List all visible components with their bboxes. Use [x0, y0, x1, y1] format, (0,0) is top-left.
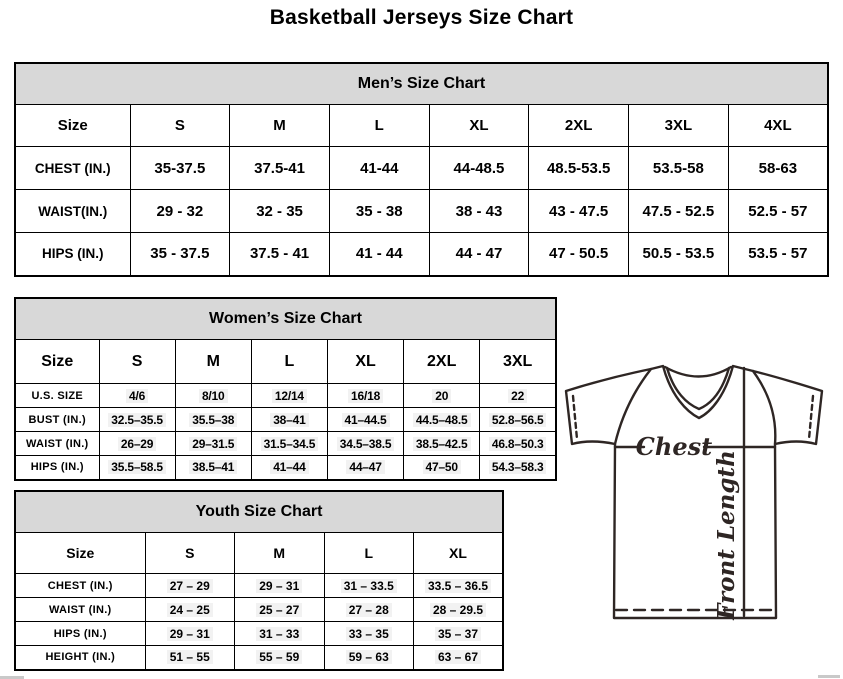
measurement-value-cell: 35 - 38 [329, 190, 429, 233]
measurement-value-cell: 38.5–42.5 [404, 432, 480, 456]
front-length-label: Front Length [713, 450, 740, 620]
size-column-header: L [251, 340, 327, 384]
jersey-measurement-diagram [563, 360, 843, 672]
measurement-value-cell: 35 - 37.5 [130, 233, 230, 276]
measurement-value-cell: 33.5 – 36.5 [414, 574, 504, 598]
measurement-row-label: WAIST (IN.) [15, 598, 145, 622]
womens-chart-title: Women’s Size Chart [15, 298, 556, 340]
measurement-value-cell: 53.5-58 [629, 147, 729, 190]
measurement-value-cell: 22 [480, 384, 556, 408]
measurement-value-cell: 26–29 [99, 432, 175, 456]
measurement-row [15, 622, 503, 646]
jersey-body-outline [566, 366, 822, 618]
measurement-value-cell: 43 - 47.5 [529, 190, 629, 233]
size-column-header: S [145, 533, 235, 574]
size-column-header: M [235, 533, 325, 574]
measurement-value-cell: 31 – 33 [235, 622, 325, 646]
measurement-value-cell: 35.5–38 [175, 408, 251, 432]
size-column-header: L [329, 105, 429, 147]
measurement-value-cell: 44.5–48.5 [404, 408, 480, 432]
mens-chart-title: Men’s Size Chart [15, 63, 828, 105]
page-title: Basketball Jerseys Size Chart [269, 6, 574, 29]
jersey-neckline [665, 367, 731, 377]
measurement-value-cell: 44–47 [327, 456, 403, 480]
youth-chart-title: Youth Size Chart [15, 491, 503, 533]
measurement-value-cell: 12/14 [251, 384, 327, 408]
measurement-value-cell: 41–44.5 [327, 408, 403, 432]
measurement-value-cell: 48.5-53.5 [529, 147, 629, 190]
jersey-right-cuff-stitch [809, 396, 813, 439]
measurement-value-cell: 47.5 - 52.5 [629, 190, 729, 233]
size-column-header: S [99, 340, 175, 384]
size-column-header: XL [429, 105, 529, 147]
size-column-header: M [175, 340, 251, 384]
measurement-value-cell: 31 – 33.5 [324, 574, 414, 598]
measurement-value-cell: 38.5–41 [175, 456, 251, 480]
measurement-value-cell: 41–44 [251, 456, 327, 480]
measurement-value-cell: 52.5 - 57 [728, 190, 828, 233]
mens-size-chart-table [14, 62, 829, 277]
size-column-header: 3XL [629, 105, 729, 147]
measurement-value-cell: 51 – 55 [145, 646, 235, 670]
youth-size-chart-table [14, 490, 504, 671]
measurement-row-label: HIPS (IN.) [15, 456, 99, 480]
measurement-value-cell: 34.5–38.5 [327, 432, 403, 456]
measurement-value-cell: 29 – 31 [235, 574, 325, 598]
measurement-row [15, 432, 556, 456]
measurement-value-cell: 53.5 - 57 [728, 233, 828, 276]
measurement-value-cell: 35 – 37 [414, 622, 504, 646]
table-title-row [15, 491, 503, 533]
size-header-row [15, 340, 556, 384]
measurement-value-cell: 37.5-41 [230, 147, 330, 190]
measurement-value-cell: 63 – 67 [414, 646, 504, 670]
measurement-row-label: HIPS (IN.) [15, 233, 130, 276]
measurement-value-cell: 58-63 [728, 147, 828, 190]
measurement-value-cell: 33 – 35 [324, 622, 414, 646]
measurement-row [15, 384, 556, 408]
measurement-value-cell: 35-37.5 [130, 147, 230, 190]
measurement-row-label: HIPS (IN.) [15, 622, 145, 646]
size-header-row [15, 533, 503, 574]
measurement-value-cell: 41-44 [329, 147, 429, 190]
measurement-row-label: WAIST(IN.) [15, 190, 130, 233]
measurement-value-cell: 35.5–58.5 [99, 456, 175, 480]
measurement-value-cell: 32.5–35.5 [99, 408, 175, 432]
measurement-row-label: U.S. SIZE [15, 384, 99, 408]
size-label-header: Size [15, 105, 130, 147]
measurement-value-cell: 41 - 44 [329, 233, 429, 276]
size-column-header: L [324, 533, 414, 574]
size-header-row [15, 105, 828, 147]
measurement-row [15, 456, 556, 480]
measurement-value-cell: 38–41 [251, 408, 327, 432]
measurement-value-cell: 55 – 59 [235, 646, 325, 670]
measurement-row [15, 598, 503, 622]
measurement-value-cell: 29–31.5 [175, 432, 251, 456]
size-column-header: 2XL [404, 340, 480, 384]
measurement-row [15, 190, 828, 233]
measurement-value-cell: 20 [404, 384, 480, 408]
size-label-header: Size [15, 340, 99, 384]
chest-label: Chest [635, 432, 713, 461]
measurement-value-cell: 54.3–58.3 [480, 456, 556, 480]
measurement-value-cell: 52.8–56.5 [480, 408, 556, 432]
measurement-value-cell: 44 - 47 [429, 233, 529, 276]
measurement-row [15, 233, 828, 276]
measurement-value-cell: 8/10 [175, 384, 251, 408]
measurement-value-cell: 47 - 50.5 [529, 233, 629, 276]
jersey-outline-drawing [563, 360, 843, 672]
measurement-row [15, 646, 503, 670]
jersey-left-cuff-stitch [573, 396, 577, 439]
measurement-row [15, 408, 556, 432]
measurement-row-label: CHEST (IN.) [15, 147, 130, 190]
measurement-value-cell: 27 – 28 [324, 598, 414, 622]
measurement-row-label: CHEST (IN.) [15, 574, 145, 598]
measurement-row [15, 574, 503, 598]
jersey-right-armhole-seam [753, 371, 775, 444]
size-column-header: 3XL [480, 340, 556, 384]
measurement-value-cell: 47–50 [404, 456, 480, 480]
measurement-value-cell: 28 – 29.5 [414, 598, 504, 622]
size-column-header: XL [327, 340, 403, 384]
measurement-value-cell: 29 - 32 [130, 190, 230, 233]
measurement-value-cell: 37.5 - 41 [230, 233, 330, 276]
size-label-header: Size [15, 533, 145, 574]
measurement-value-cell: 24 – 25 [145, 598, 235, 622]
measurement-row-label: HEIGHT (IN.) [15, 646, 145, 670]
jersey-collar-band [667, 368, 729, 409]
bottom-right-edge-fragment [818, 675, 840, 678]
measurement-value-cell: 16/18 [327, 384, 403, 408]
measurement-value-cell: 4/6 [99, 384, 175, 408]
measurement-value-cell: 38 - 43 [429, 190, 529, 233]
size-column-header: 2XL [529, 105, 629, 147]
womens-size-chart-table [14, 297, 557, 481]
measurement-row [15, 147, 828, 190]
table-title-row [15, 298, 556, 340]
size-column-header: XL [414, 533, 504, 574]
table-title-row [15, 63, 828, 105]
measurement-row-label: BUST (IN.) [15, 408, 99, 432]
measurement-value-cell: 31.5–34.5 [251, 432, 327, 456]
measurement-value-cell: 50.5 - 53.5 [629, 233, 729, 276]
measurement-value-cell: 59 – 63 [324, 646, 414, 670]
measurement-value-cell: 25 – 27 [235, 598, 325, 622]
size-column-header: M [230, 105, 330, 147]
measurement-value-cell: 46.8–50.3 [480, 432, 556, 456]
measurement-value-cell: 27 – 29 [145, 574, 235, 598]
measurement-value-cell: 44-48.5 [429, 147, 529, 190]
measurement-row-label: WAIST (IN.) [15, 432, 99, 456]
size-column-header: 4XL [728, 105, 828, 147]
size-column-header: S [130, 105, 230, 147]
measurement-value-cell: 32 - 35 [230, 190, 330, 233]
measurement-value-cell: 29 – 31 [145, 622, 235, 646]
